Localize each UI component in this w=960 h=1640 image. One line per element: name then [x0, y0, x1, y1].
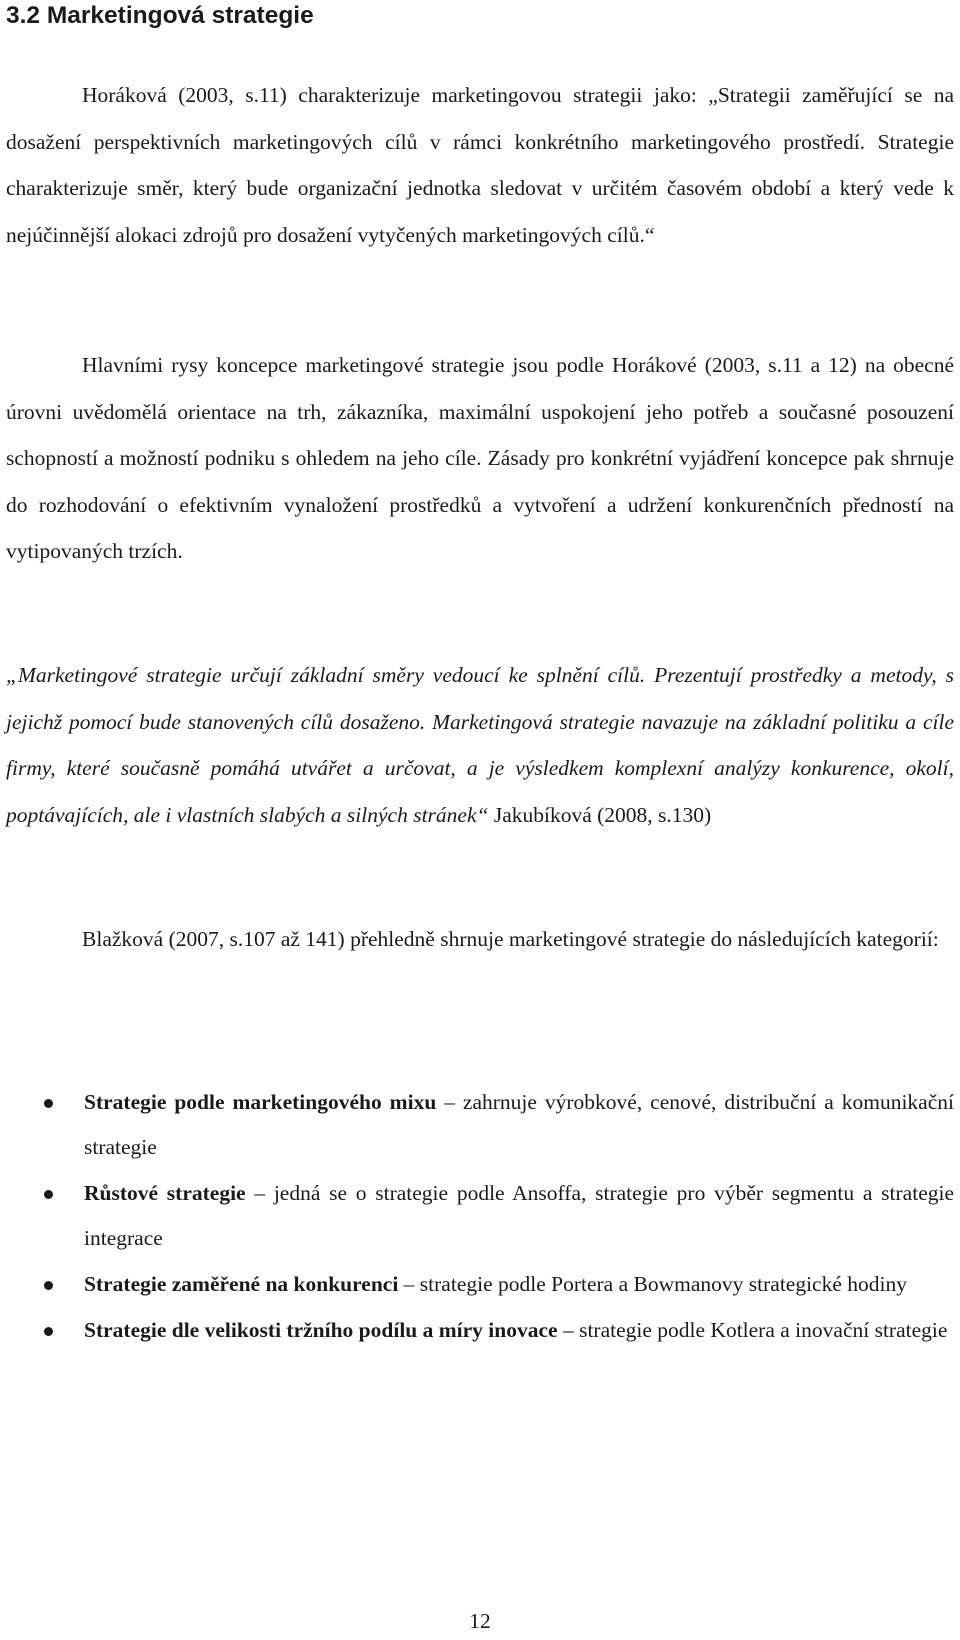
bullet-icon: [44, 1281, 53, 1290]
paragraph-strategy-features: Hlavními rysy koncepce marketingové strategie jsou podle Horákové (2003, s.11 a 12) na obecné úrovni uvědomělá orientace na trh, zákazníka, maximální uspokojení jeho potřeb a současné posouzení schopností a možností podniku s ohledem na jeho cíle. Zásady pro konkrétní vyjádření koncepce pak shrnuje do rozhodování o efektivním vynaložení prostředků a vytvoření a udržení konkurenčních předností na vytipovaných trzích.: [6, 353, 954, 563]
page-number: 12: [469, 1609, 491, 1633]
bullet-icon: [44, 1099, 53, 1108]
strategy-category-list: [6, 1080, 954, 1354]
list-item-description: – jedná se o strategie podle Ansoffa, strategie pro výběr segmentu a strategie integrace: [84, 1181, 955, 1250]
list-item-term: Růstové strategie: [84, 1181, 246, 1205]
list-item-description: – strategie podle Kotlera a inovační strategie: [557, 1318, 948, 1342]
section-heading: 3.2 Marketingová strategie: [6, 2, 314, 29]
list-item: [6, 1262, 954, 1307]
document-page: [6, 0, 954, 1640]
paragraph-quote: [6, 652, 954, 838]
list-item-term: Strategie podle marketingového mixu: [84, 1090, 437, 1114]
list-item: [6, 1080, 954, 1170]
bullet-icon: [44, 1327, 53, 1336]
paragraph-categories-intro: Blažková (2007, s.107 až 141) přehledně shrnuje marketingové strategie do následujících kategorií:: [82, 927, 939, 951]
quote-text: „Marketingové strategie určují základní směry vedoucí ke splnění cílů. Prezentují prostředky a metody, s jejichž pomocí bude stanovených cílů dosaženo. Marketingová strategie navazuje na základní politiku a cíle firmy, které současně pomáhá utvářet a určovat, a je výsledkem komplexní analýzy konkurence, okolí, poptávajících, ale i vlastních slabých a silných stránek“: [6, 663, 954, 827]
paragraph-strategy-definition: Horáková (2003, s.11) charakterizuje marketingovou strategii jako: „Strategii zaměřující se na dosažení perspektivních marketingových cílů v rámci konkrétního marketingového prostředí. Strategie charakterizuje směr, který bude organizační jednotka sledovat v určitém časovém období a který vede k nejúčinnější alokaci zdrojů pro dosažení vytyčených marketingových cílů.“: [6, 83, 954, 247]
list-item-term: Strategie zaměřené na konkurenci: [84, 1272, 399, 1296]
list-item-description: – zahrnuje výrobkové, cenové, distribuční a komunikační strategie: [84, 1090, 954, 1159]
list-item: [6, 1171, 954, 1261]
list-item-term: Strategie dle velikosti tržního podílu a míry inovace: [84, 1318, 558, 1342]
bullet-icon: [44, 1190, 53, 1199]
quote-source: Jakubíková (2008, s.130): [493, 802, 712, 827]
list-item: [6, 1308, 954, 1353]
list-item-description: – strategie podle Portera a Bowmanovy strategické hodiny: [398, 1272, 907, 1296]
